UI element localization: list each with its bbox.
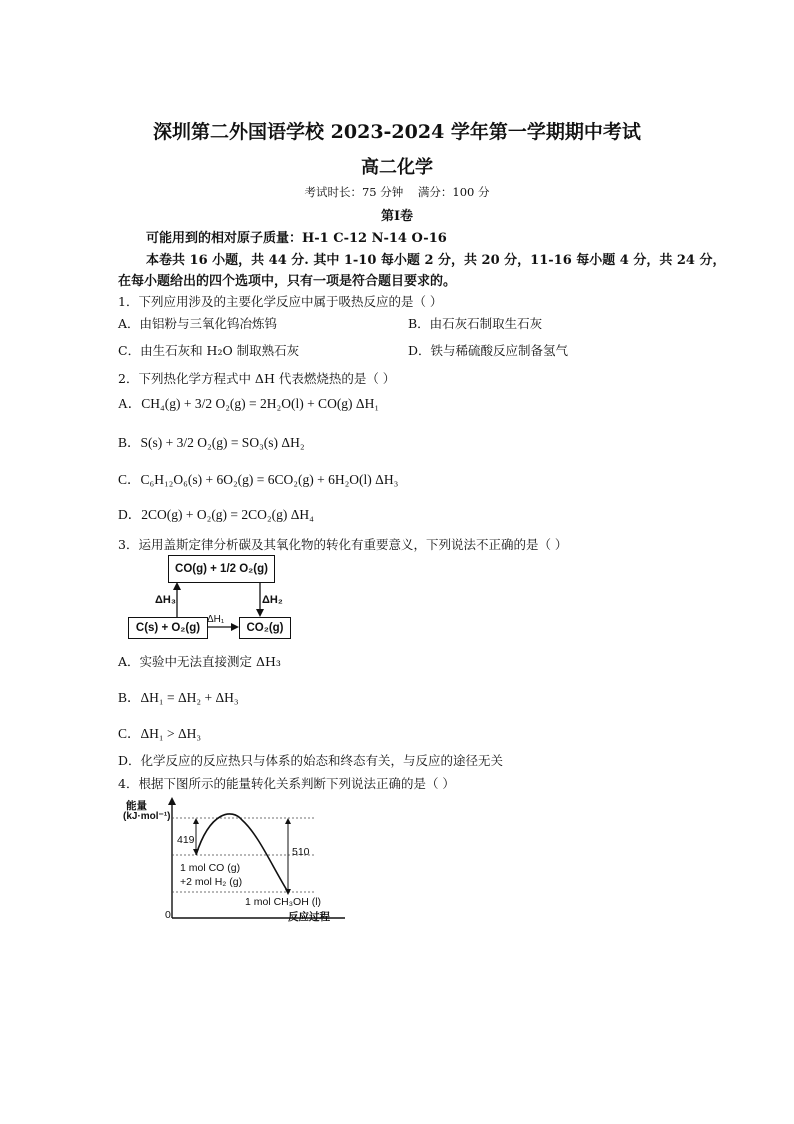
q3-option-c: C．ΔH₁ > ΔH₃ [118, 726, 202, 741]
atomic-masses: 可能用到的相对原子质量：H-1 C-12 N-14 O-16 [146, 231, 447, 246]
label-dh3: ΔH₃ [155, 594, 176, 606]
section-heading: 第Ⅰ卷 [380, 209, 414, 224]
q1-option-c: C．由生石灰和 H₂O 制取熟石灰 [118, 343, 300, 358]
energy-origin: 0 [165, 909, 171, 921]
q2-option-c: C．C₆H₁₂O₆(s) + 6O₂(g) = 6CO₂(g) + 6H₂O(l) ΔH₃ [118, 472, 399, 487]
q2-option-d: D．2CO(g) + O₂(g) = 2CO₂(g) ΔH₄ [118, 507, 314, 522]
q2-option-a: A．CH₄(g) + 3/2 O₂(g) = 2H₂O(l) + CO(g) ΔH₁ [118, 396, 380, 411]
energy-product-label: 1 mol CH₃OH (l) [245, 896, 322, 908]
q1-stem: 1．下列应用涉及的主要化学反应中属于吸热反应的是（ ） [118, 294, 443, 309]
diagram-box-reactants: C(s) + O₂(g) [128, 617, 208, 639]
energy-reactants-line-1: 1 mol CO (g) [180, 862, 241, 874]
q3-option-b: B．ΔH₁ = ΔH₂ + ΔH₃ [118, 690, 239, 705]
diagram-box-co: CO(g) + 1/2 O₂(g) [168, 555, 275, 583]
energy-y-label: 能量 [126, 800, 147, 812]
energy-value-419: 419 [177, 834, 195, 846]
energy-y-unit: (kJ·mol⁻¹) [123, 811, 171, 822]
page-title: 深圳第二外国语学校 2023-2024 学年第一学期期中考试 [153, 121, 641, 143]
exam-meta: 考试时长：75 分钟 满分：100 分 [304, 185, 490, 199]
instructions-line-1: 本卷共 16 小题，共 44 分. 其中 1-10 每小题 2 分，共 20 分，11-16 每小题 4 分，共 24 分， [146, 253, 726, 268]
label-dh2: ΔH₂ [262, 594, 283, 606]
q2-option-b: B．S(s) + 3/2 O₂(g) = SO₃(s) ΔH₂ [118, 435, 305, 450]
energy-reactants-line-2: +2 mol H₂ (g) [180, 876, 243, 888]
energy-value-510: 510 [292, 846, 310, 858]
q3-stem: 3．运用盖斯定律分析碳及其氧化物的转化有重要意义，下列说法不正确的是（ ） [118, 537, 568, 552]
q1-option-a: A．由铝粉与三氧化钨冶炼钨 [118, 316, 278, 331]
q3-option-d: D．化学反应的反应热只与体系的始态和终态有关，与反应的途径无关 [118, 753, 504, 768]
q1-option-d: D．铁与稀硫酸反应制备氢气 [408, 343, 569, 358]
q1-option-b: B．由石灰石制取生石灰 [408, 316, 543, 331]
q2-stem: 2．下列热化学方程式中 ΔH 代表燃烧热的是（ ） [118, 371, 396, 386]
energy-x-label: 反应过程 [288, 911, 330, 923]
q4-stem: 4．根据下图所示的能量转化关系判断下列说法正确的是（ ） [118, 776, 455, 791]
q3-option-a: A．实验中无法直接测定 ΔH₃ [118, 654, 281, 669]
label-dh1: ΔH₁ [207, 614, 225, 625]
diagram-box-co2: CO₂(g) [239, 617, 291, 639]
page-subtitle: 高二化学 [361, 157, 433, 178]
instructions-line-2: 在每小题给出的四个选项中，只有一项是符合题目要求的。 [118, 274, 457, 289]
